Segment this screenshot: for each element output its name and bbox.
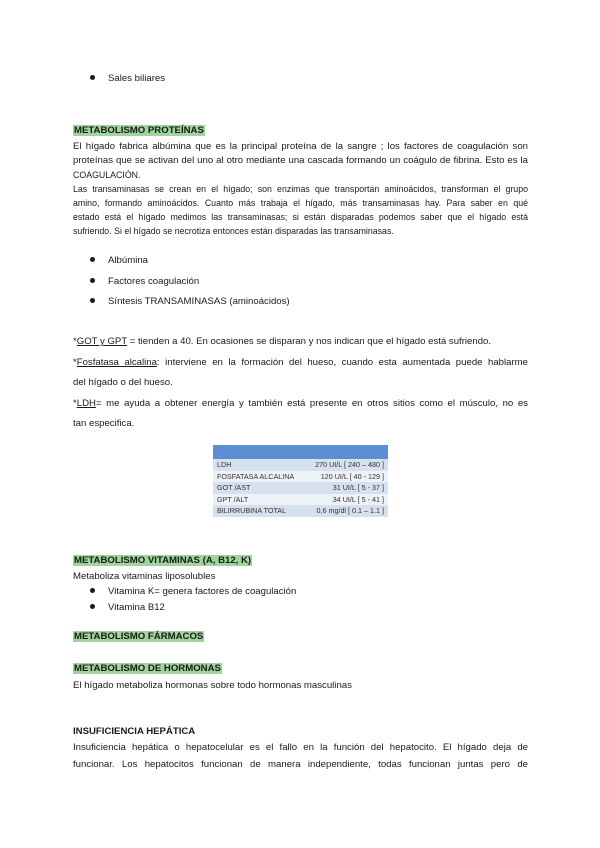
list-item: Vitamina B12 — [90, 602, 165, 614]
paragraph-line: proteínas que se activan del uno al otro mediante una cascada formando un coágulo de fibrina. Esto es la — [73, 155, 528, 166]
section-heading-vitaminas: METABOLISMO VITAMINAS (A, B12, K) — [74, 555, 252, 566]
list-item: Síntesis TRANSAMINASAS (aminoácidos) — [90, 296, 290, 308]
table-header-row — [213, 445, 388, 459]
note-got-gpt: *GOT y GPT = tienden a 40. En ocasiones se disparan y nos indican que el hígado está sufriendo. — [73, 336, 492, 347]
paragraph-line: El hígado metaboliza hormonas sobre todo hormonas masculinas — [73, 680, 352, 691]
table-row: LDH 270 UI/L [ 240 – 480 ] — [213, 459, 388, 471]
paragraph-line: Insuficiencia hepática o hepatocelular es el fallo en la función del hepatocito. El hígado deja de — [73, 742, 528, 753]
bullet-icon — [90, 278, 95, 283]
paragraph-line: funcionar. Los hepatocitos funcionan de manera independiente, todas funcionan juntas pero de — [73, 759, 528, 770]
note-fosfatasa: *Fosfatasa alcalina: interviene en la formación del hueso, cuando esta aumentada puede hablarme — [73, 357, 529, 368]
bullet-icon — [90, 75, 95, 80]
table-row: BILIRRUBINA TOTAL 0,6 mg/dl [ 0.1 – 1.1 ] — [213, 505, 388, 517]
table-row: FOSFATASA ALCALINA 120 UI/L [ 40 - 129 ] — [213, 471, 388, 483]
list-item: Sales biliares — [90, 73, 165, 85]
bullet-icon — [90, 257, 95, 262]
bullet-icon — [90, 604, 95, 609]
bullet-icon — [90, 298, 95, 303]
paragraph-line: Las transaminasas se crean en el hígado; son enzimas que transportan aminoácidos, transforman el grupo — [73, 184, 528, 194]
table-row: GOT /AST 31 UI/L [ 5 - 37 ] — [213, 482, 388, 494]
paragraph-line: COAGULACIÓN. — [73, 170, 141, 180]
list-item: Albúmina — [90, 255, 148, 267]
note-ldh: *LDH= me ayuda a obtener energía y también está presente en otros sitios como el músculo, no es — [73, 398, 528, 409]
section-heading-proteinas: METABOLISMO PROTEÍNAS — [74, 125, 204, 136]
list-item: Vitamina K= genera factores de coagulación — [90, 586, 296, 598]
list-item: Factores coagulación — [90, 276, 199, 288]
note-fosfatasa-cont: del hígado o del hueso. — [73, 377, 173, 388]
paragraph-line: amino, formando aminoácidos. Cuanto más trabaja el hígado, más transaminasas hay. Para saber en qué — [73, 198, 528, 208]
section-heading-farmacos: METABOLISMO FÁRMACOS — [74, 631, 204, 642]
table-row: GPT /ALT 34 UI/L [ 5 - 41 ] — [213, 494, 388, 506]
paragraph-line: Metaboliza vitaminas liposolubles — [73, 571, 216, 582]
section-heading-hormonas: METABOLISMO DE HORMONAS — [74, 663, 221, 674]
note-ldh-cont: tan especifica. — [73, 418, 135, 429]
bullet-icon — [90, 588, 95, 593]
section-heading-insuficiencia: INSUFICIENCIA HEPÁTICA — [73, 726, 196, 737]
lab-values-table — [213, 445, 388, 517]
paragraph-line: estado está el hígado medimos las transaminasas; si están disparadas podemos saber que el hígado está — [73, 212, 528, 222]
paragraph-line: sufriendo. Si el hígado se necrotiza entonces están disparadas las transaminasas. — [73, 226, 394, 236]
paragraph-line: El hígado fabrica albúmina que es la principal proteína de la sangre ; los factores de coagulación son — [73, 141, 528, 152]
